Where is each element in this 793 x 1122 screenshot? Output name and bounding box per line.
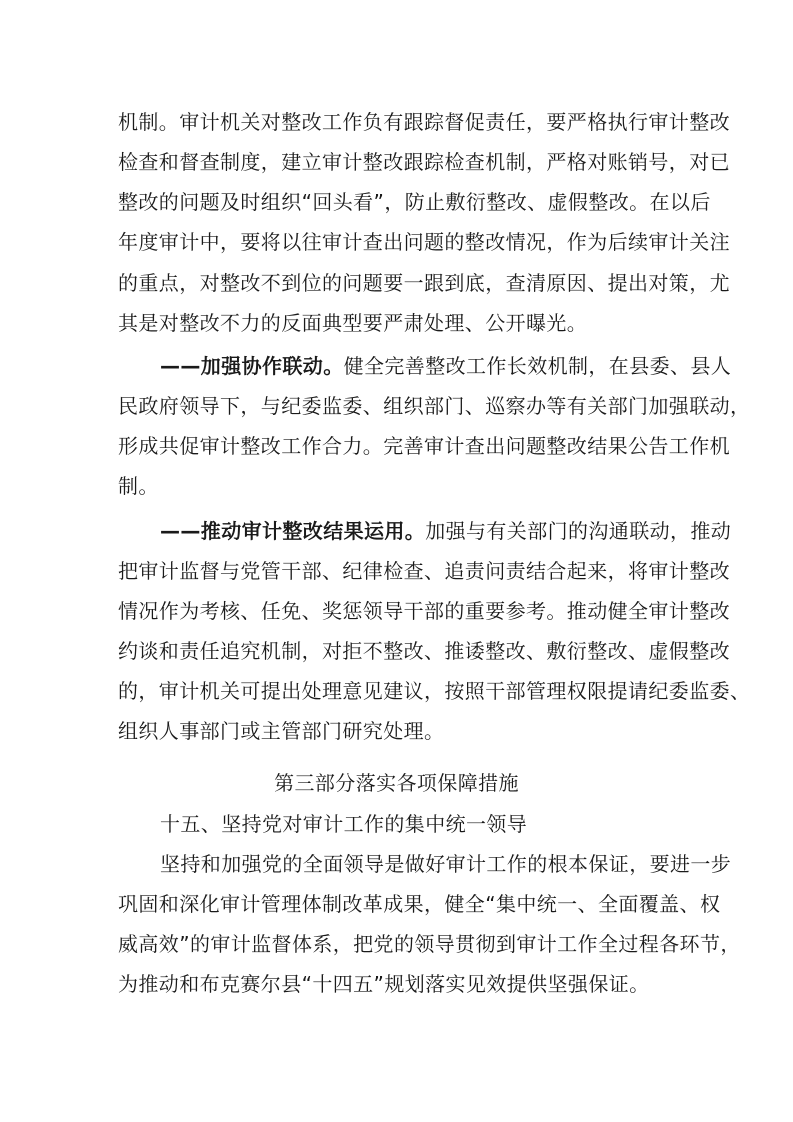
paragraph-lead-heading: ——加强协作联动。 <box>160 354 344 378</box>
paragraph-first-line <box>118 346 732 386</box>
paragraph-text: 加强与有关部门的沟通联动，推动 <box>425 519 732 543</box>
paragraph-line: 年度审计中，要将以往审计查出问题的整改情况，作为后续审计关注 <box>118 230 730 254</box>
paragraph-line: 机制。审计机关对整改工作负有跟踪督促责任，要严格执行审计整改 <box>118 110 730 134</box>
section-heading: 第三部分落实各项保障措施 <box>274 771 519 795</box>
paragraph-lead-heading: ——推动审计整改结果运用。 <box>160 519 426 543</box>
subsection-heading: 十五、坚持党对审计工作的集中统一领导 <box>160 812 528 836</box>
paragraph-line: 的重点，对整改不到位的问题要一跟到底，查清原因、提出对策，尤 <box>118 271 730 295</box>
paragraph-line: 检查和督查制度，建立审计整改跟踪检查机制，严格对账销号，对已 <box>118 150 730 174</box>
paragraph-line: 情况作为考核、任免、奖惩领导干部的重要参考。推动健全审计整改 <box>118 599 730 623</box>
paragraph-line: 把审计监督与党管干部、纪律检查、追责问责结合起来，将审计整改 <box>118 559 730 583</box>
paragraph-text: 健全完善整改工作长效机制，在县委、县人 <box>343 354 732 378</box>
paragraph-line: 其是对整改不力的反面典型要严肃处理、公开曝光。 <box>118 311 588 335</box>
paragraph-line: 整改的问题及时组织“回头看”，防止敷衍整改、虚假整改。在以后 <box>118 190 711 214</box>
paragraph-line: 制。 <box>118 474 159 498</box>
paragraph-line: 威高效”的审计监督体系，把党的领导贯彻到审计工作全过程各环节， <box>118 932 741 956</box>
paragraph-line: 的，审计机关可提出处理意见建议，按照干部管理权限提请纪委监委、 <box>118 679 751 703</box>
paragraph-line: 巩固和深化审计管理体制改革成果，健全“集中统一、全面覆盖、权 <box>118 892 721 916</box>
paragraph-first-line <box>118 511 732 551</box>
paragraph-first-line: 坚持和加强党的全面领导是做好审计工作的根本保证，要进一步 <box>160 852 732 876</box>
paragraph-line: 组织人事部门或主管部门研究处理。 <box>118 719 445 743</box>
paragraph-line: 民政府领导下，与纪委监委、组织部门、巡察办等有关部门加强联动， <box>118 394 751 418</box>
paragraph-line: 形成共促审计整改工作合力。完善审计查出问题整改结果公告工作机 <box>118 434 730 458</box>
paragraph-line: 为推动和布克赛尔县“十四五”规划落实见效提供坚强保证。 <box>118 972 650 996</box>
paragraph-line: 约谈和责任追究机制，对拒不整改、推诿整改、敷衍整改、虚假整改 <box>118 639 730 663</box>
